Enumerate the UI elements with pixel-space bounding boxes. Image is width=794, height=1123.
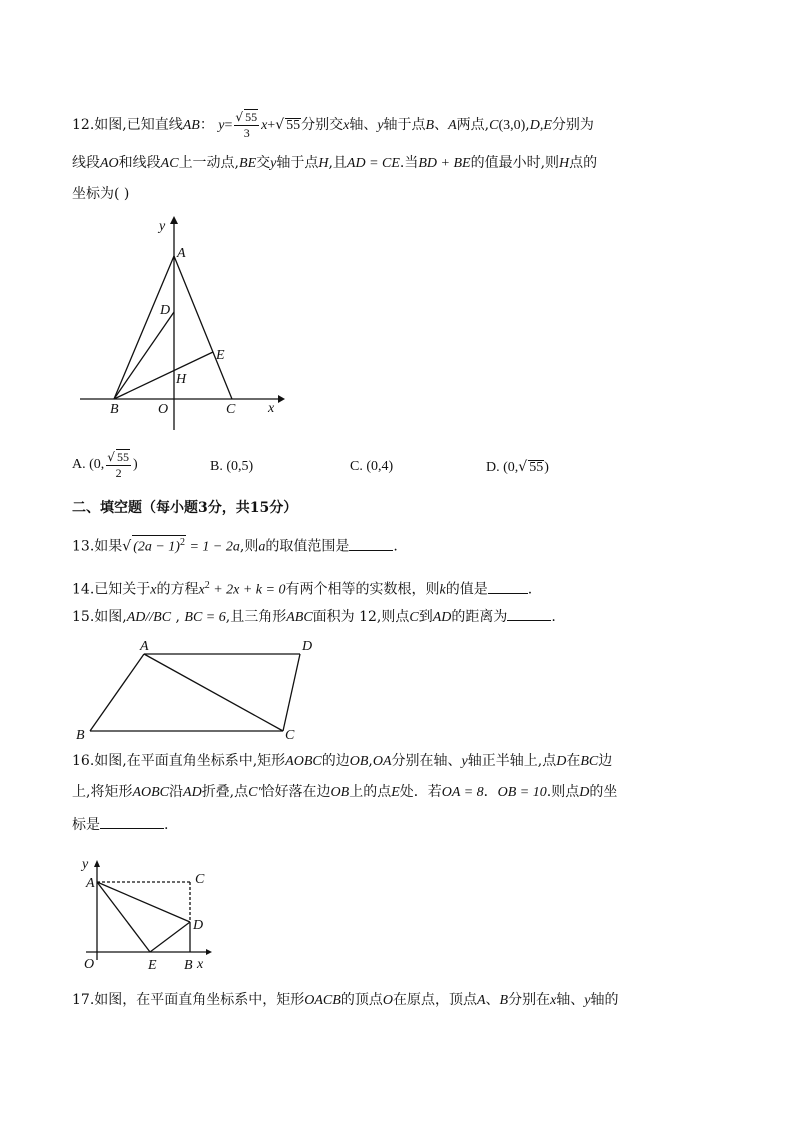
y-axis-arrow bbox=[170, 216, 178, 224]
q12-line-1: 12.如图,已知直线AB： y= $\frac{√ 55}{3}$ x+√ 55分别交x轴、y轴于点B、A两点,C(3,0),D,E分别为 bbox=[72, 110, 594, 140]
label-c: C bbox=[285, 728, 295, 743]
segment-ab bbox=[114, 256, 174, 399]
label-y: y bbox=[159, 219, 166, 234]
q12-line-2: 线段AO和线段AC上一动点,BE交y轴于点H,且AD = CE.当BD + BE的值最小时,则H点的 bbox=[72, 155, 598, 171]
segment-ad bbox=[97, 882, 190, 922]
label-a: A bbox=[140, 639, 149, 654]
line-name: AB bbox=[182, 118, 200, 133]
radicand: $(2a - 1)^2$ bbox=[133, 537, 185, 555]
segment-ae bbox=[97, 882, 150, 952]
segment-be bbox=[114, 352, 213, 399]
q16-line-3: 标是 . bbox=[72, 814, 168, 835]
option-c[interactable]: C. (0,4) bbox=[350, 459, 394, 474]
label-a: A bbox=[177, 246, 186, 261]
y-axis-arrow bbox=[94, 860, 100, 867]
label-b: B bbox=[110, 402, 119, 417]
label-c: C bbox=[226, 402, 236, 417]
q15-figure bbox=[72, 636, 332, 746]
x-axis-arrow bbox=[206, 949, 212, 955]
label-y: y bbox=[82, 857, 89, 872]
label-b: B bbox=[76, 728, 85, 743]
q16-line-2: 上,将矩形AOBC沿AD折叠,点C′恰好落在边OB上的点E处．若OA = 8．OB = 10.则点D的坐 bbox=[72, 784, 618, 800]
option-d[interactable]: D. (0,√ 55) bbox=[486, 459, 549, 475]
segment-ed bbox=[150, 922, 190, 952]
label-o: O bbox=[158, 402, 169, 417]
question-number: 17. bbox=[72, 992, 95, 1008]
q12-figure bbox=[72, 212, 292, 437]
equality-ad-ce: AD = CE bbox=[346, 156, 400, 171]
label-x: x bbox=[197, 957, 204, 972]
question-number: 16. bbox=[72, 753, 95, 769]
question-number: 15. bbox=[72, 609, 95, 625]
section-heading: 二、填空题（每小题3分，共15分） bbox=[72, 500, 298, 516]
label-b: B bbox=[184, 958, 193, 973]
label-a: A bbox=[86, 876, 95, 891]
label-h: H bbox=[176, 372, 187, 387]
label-d: D bbox=[160, 303, 171, 318]
label-c: C bbox=[195, 872, 205, 887]
segment-dc bbox=[283, 654, 300, 731]
segment-ab bbox=[90, 654, 144, 731]
label-e: E bbox=[148, 958, 157, 973]
label-o: O bbox=[84, 957, 95, 972]
answer-blank[interactable] bbox=[507, 606, 551, 621]
label-e: E bbox=[216, 348, 225, 363]
q14-line: 14.已知关于x的方程$x^2 + 2x + k = 0$有两个相等的实数根，则k的值是 . bbox=[72, 580, 533, 598]
q13-line: 13.如果√ $(2a - 1)^2 = 1 - 2a$,则a的取值范围是 . bbox=[72, 537, 398, 555]
segment-bd bbox=[114, 312, 174, 399]
question-number: 14. bbox=[72, 581, 95, 598]
option-a[interactable]: A. (0, $\frac{√ 55}{2}$ ) bbox=[72, 450, 138, 480]
question-number: 13. bbox=[72, 538, 95, 555]
intercept-sqrt: 55 bbox=[286, 118, 301, 133]
q15-line: 15.如图,AD//BC , BC = 6,且三角形ABC面积为 12,则点C到AD的距离为 . bbox=[72, 606, 556, 628]
answer-blank[interactable] bbox=[349, 536, 393, 551]
q17-line-1: 17.如图，在平面直角坐标系中，矩形OACB的顶点O在原点，顶点A、B分别在x轴、y轴的 bbox=[72, 992, 619, 1008]
segment-ac bbox=[144, 654, 283, 731]
answer-blank[interactable] bbox=[488, 579, 528, 594]
x-axis-arrow bbox=[278, 395, 285, 403]
question-number: 12. bbox=[72, 117, 95, 133]
sum-expression: BD + BE bbox=[418, 156, 471, 171]
label-d: D bbox=[193, 918, 204, 933]
label-d: D bbox=[302, 639, 313, 654]
q16-figure bbox=[72, 852, 232, 977]
q16-line-1: 16.如图,在平面直角坐标系中,矩形AOBC的边OB,OA分别在轴、y轴正半轴上,点D在BC边 bbox=[72, 753, 613, 769]
label-x: x bbox=[268, 401, 275, 416]
q12-line-3: 坐标为( ) bbox=[72, 186, 130, 202]
answer-blank[interactable] bbox=[100, 814, 164, 829]
option-b[interactable]: B. (0,5) bbox=[210, 459, 254, 474]
slope-fraction: $\frac{√ 55}{3}$ bbox=[235, 110, 258, 140]
